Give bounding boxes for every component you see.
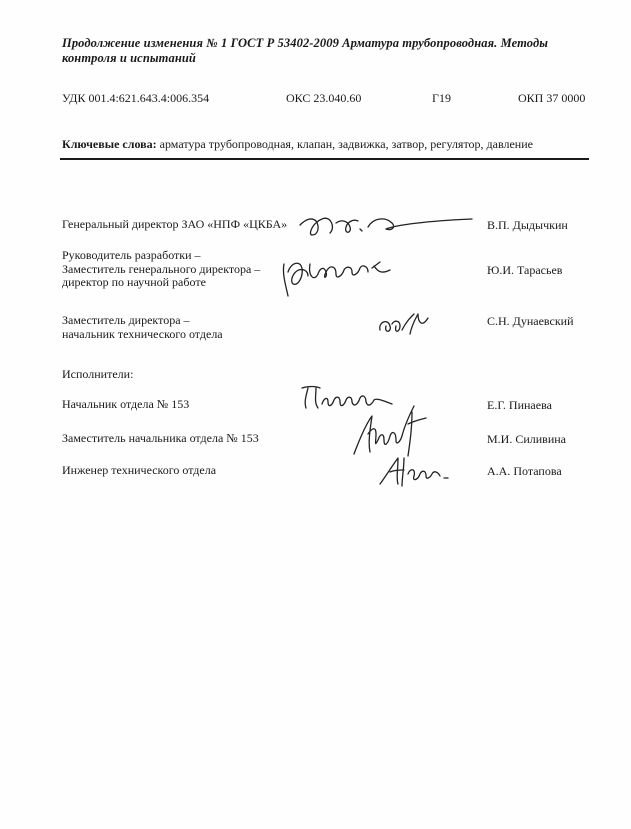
signatory-name: С.Н. Дунаевский — [487, 314, 574, 328]
signature-image — [278, 252, 398, 302]
keywords-line — [62, 137, 592, 152]
group-code: Г19 — [432, 91, 451, 105]
signatory-name: В.П. Дыдычкин — [487, 218, 568, 232]
signatory-position: Заместитель директора – начальник технического отдела — [62, 313, 223, 341]
signatory-name: Ю.И. Тарасьев — [487, 263, 563, 277]
performer-position: Начальник отдела № 153 — [62, 397, 190, 411]
performer-position: Заместитель начальника отдела № 153 — [62, 431, 259, 445]
keywords-label: Ключевые слова: — [62, 137, 157, 151]
okp-code: ОКП 37 0000 — [518, 91, 586, 105]
document-title: Продолжение изменения № 1 ГОСТ Р 53402-2009 Арматура трубопроводная. Методы контроля и испытаний — [62, 36, 549, 65]
oks-code: ОКС 23.040.60 — [286, 91, 362, 105]
performer-position: Инженер технического отдела — [62, 463, 217, 477]
performer-name: А.А. Потапова — [487, 464, 562, 478]
signatory-position: Руководитель разработки – Заместитель генерального директора – директор по научной работе — [62, 248, 261, 289]
performer-name: Е.Г. Пинаева — [487, 398, 552, 412]
performer-name: М.И. Силивина — [487, 432, 567, 446]
udk-code: УДК 001.4:621.643.4:006.354 — [62, 91, 210, 105]
performers-heading: Исполнители: — [62, 367, 134, 381]
signature-image — [374, 450, 454, 490]
signatory-position: Генеральный директор ЗАО «НПФ «ЦКБА» — [62, 217, 288, 231]
keywords-text: арматура трубопроводная, клапан, задвижка, затвор, регулятор, давление — [156, 137, 533, 151]
separator-rule — [60, 158, 589, 160]
signature-image — [376, 308, 436, 340]
signature-image — [296, 205, 474, 245]
